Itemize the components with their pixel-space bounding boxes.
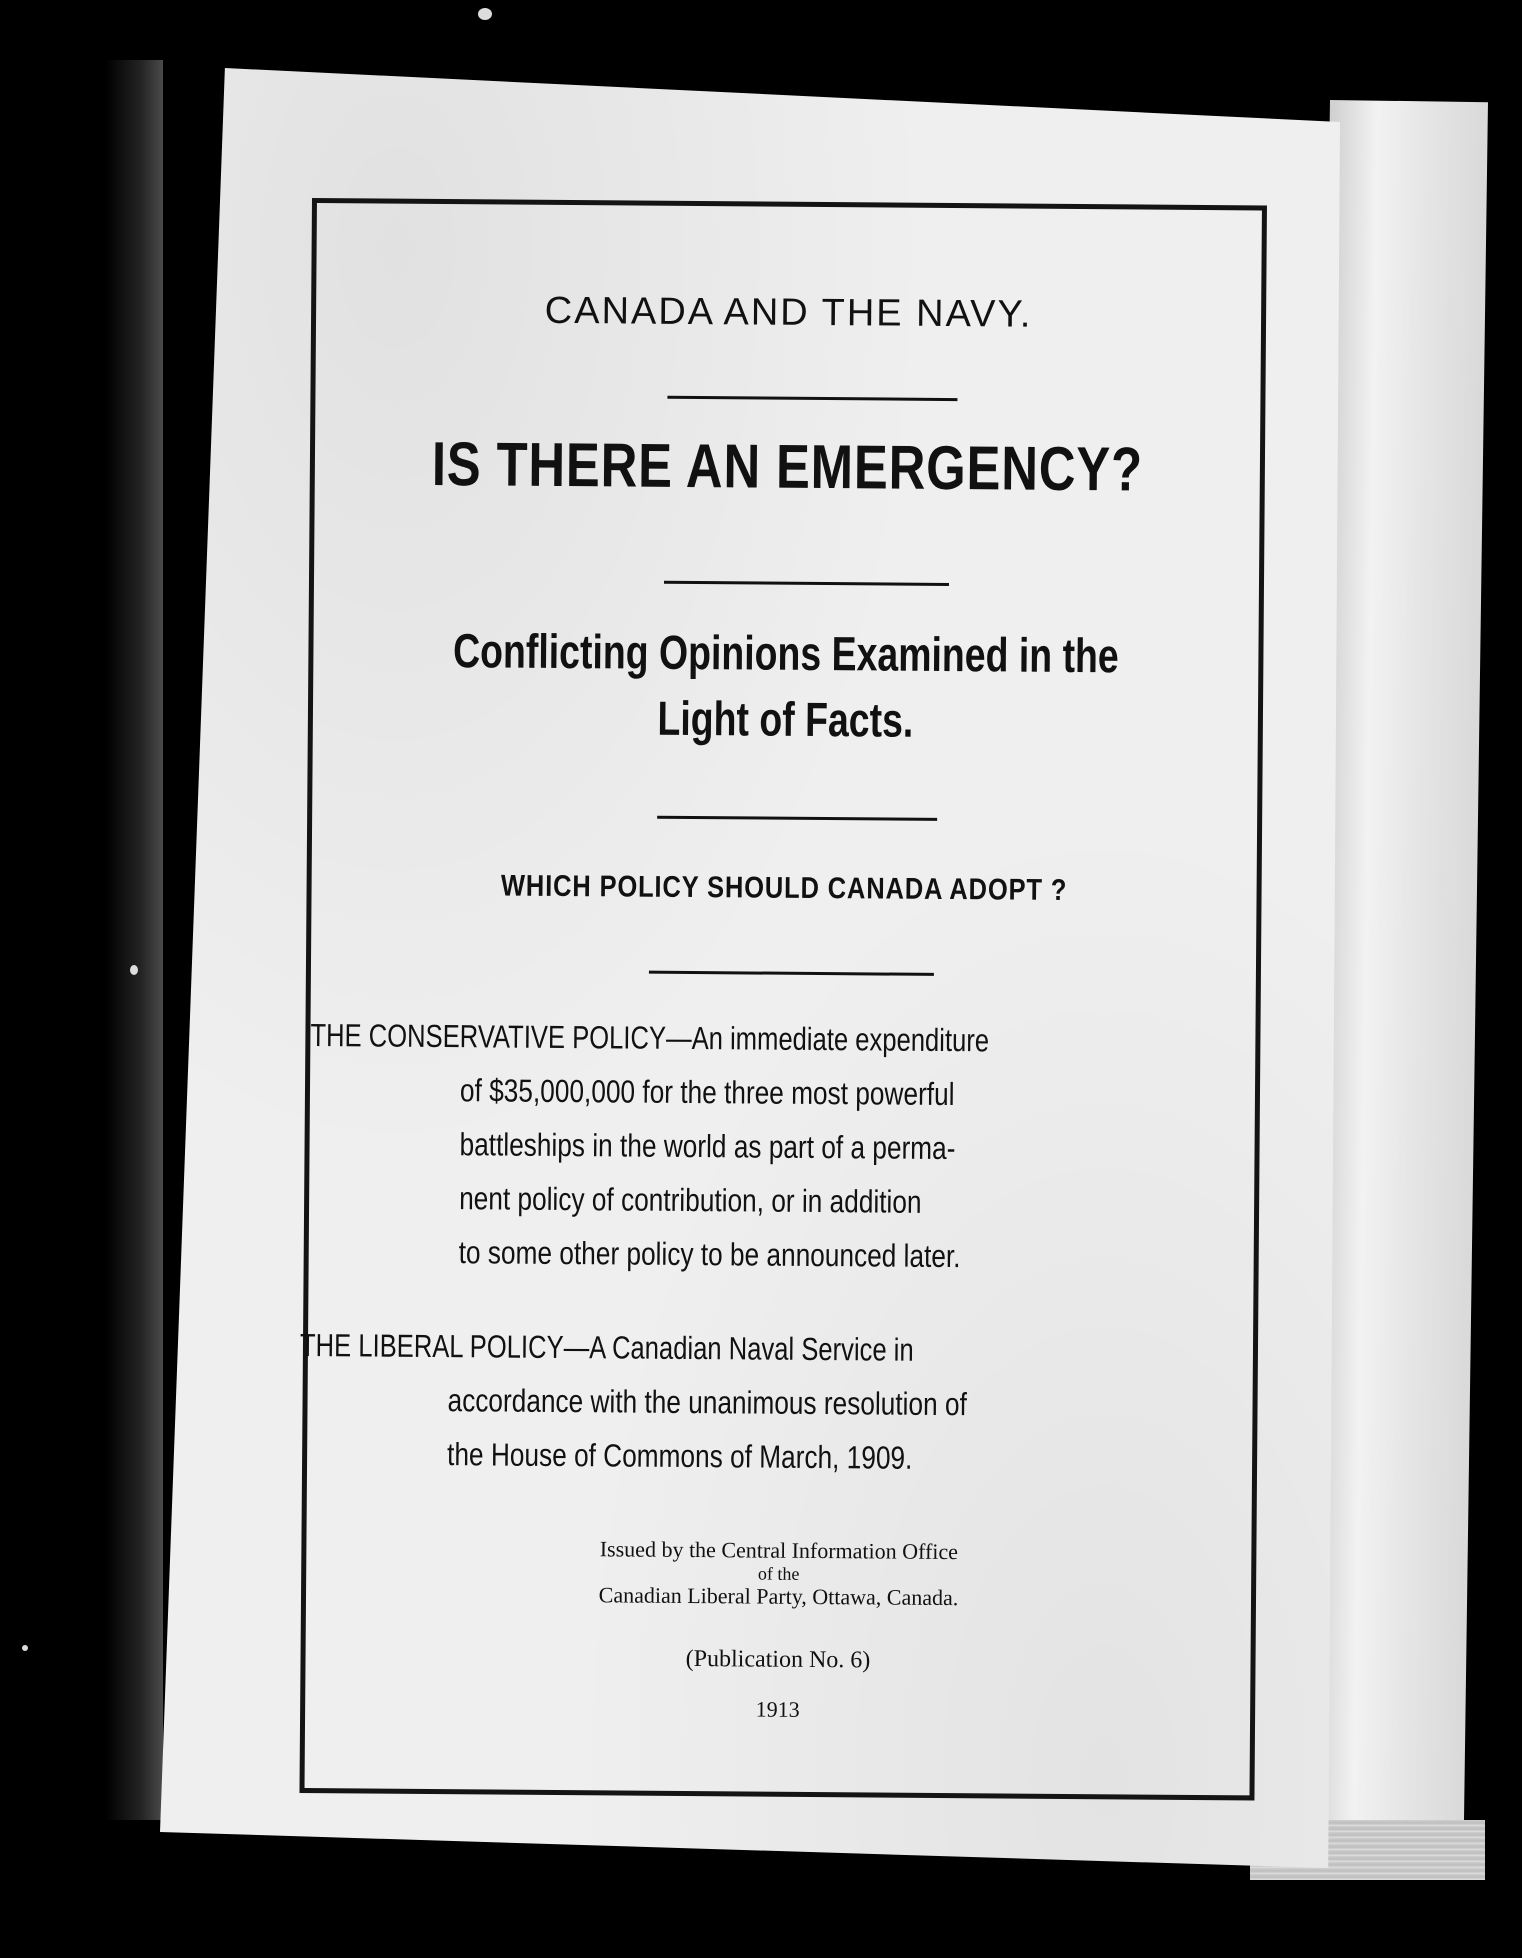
subtitle: [417, 619, 1155, 757]
publication-year: 1913: [755, 1696, 800, 1722]
publication-number: (Publication No. 6): [685, 1645, 871, 1674]
policy-line: the House of Commons of March, 1909.: [446, 1436, 913, 1476]
liberal-policy-head: THE LIBERAL POLICY—A Canadian Naval Service in: [299, 1326, 914, 1368]
page-shadow: [105, 60, 163, 1820]
policy-line: nent policy of contribution, or in addition: [459, 1180, 922, 1220]
series-title: CANADA AND THE NAVY.: [544, 289, 1033, 336]
policy-line: to some other policy to be announced later.: [458, 1234, 961, 1275]
divider-rule: [667, 396, 957, 401]
policy-question: WHICH POLICY SHOULD CANADA ADOPT ?: [500, 869, 1068, 907]
imprint-line: Canadian Liberal Party, Ottawa, Canada.: [598, 1582, 959, 1611]
conservative-policy-head: THE CONSERVATIVE POLICY—An immediate expenditure: [310, 1017, 990, 1059]
imprint-line: Issued by the Central Information Office: [599, 1536, 959, 1565]
policy-line: of $35,000,000 for the three most powerful: [459, 1072, 955, 1113]
cover-frame: [299, 198, 1266, 1800]
divider-rule: [657, 816, 937, 821]
main-title: IS THERE AN EMERGENCY?: [431, 429, 1144, 505]
subtitle-line: Light of Facts.: [657, 692, 914, 748]
divider-rule: [649, 971, 934, 976]
subtitle-line: Conflicting Opinions Examined in the: [452, 625, 1119, 684]
liberal-policy: [299, 1318, 1253, 1476]
policy-line: accordance with the unanimous resolution of: [447, 1382, 967, 1423]
scan-speck: [478, 8, 492, 20]
scan-speck: [22, 1645, 28, 1651]
policy-line: battleships in the world as part of a perma-: [459, 1126, 956, 1167]
divider-rule: [664, 581, 949, 586]
liberal-policy-body: [447, 1373, 967, 1485]
imprint-line: of the: [757, 1563, 800, 1584]
imprint: [306, 1533, 1252, 1614]
conservative-policy-body: [459, 1063, 962, 1283]
scan-speck: [130, 965, 138, 975]
conservative-policy: [310, 1008, 1256, 1275]
